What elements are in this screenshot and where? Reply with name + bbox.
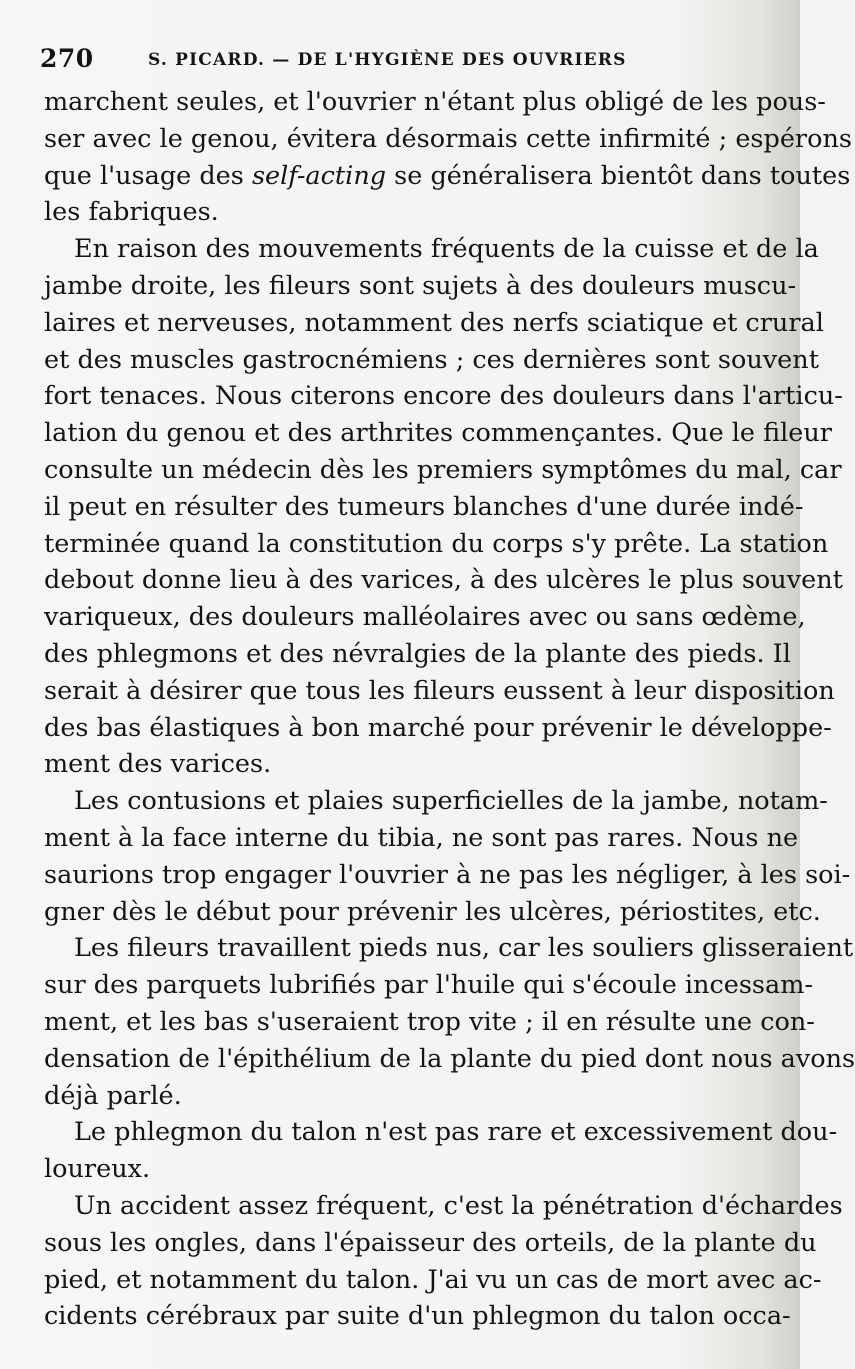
text-line: cidents cérébraux par suite d'un phlegmon du talon occa- (44, 1301, 791, 1332)
text-line: serait à désirer que tous les fileurs eussent à leur disposition (44, 675, 835, 706)
text-line: ment, et les bas s'useraient trop vite ; il en résulte une con- (44, 1006, 815, 1037)
text-line: des phlegmons et des névralgies de la plante des pieds. Il (44, 638, 791, 669)
text-line: variqueux, des douleurs malléolaires avec ou sans œdème, (44, 602, 806, 633)
text-fragment: que l'usage des (44, 160, 252, 191)
text-line: densation de l'épithélium de la plante du pied dont nous avons (44, 1043, 855, 1074)
text-line: Un accident assez fréquent, c'est la pénétration d'échardes (74, 1190, 843, 1221)
page-header (40, 44, 760, 80)
text-line: jambe droite, les fileurs sont sujets à des douleurs muscu- (44, 270, 797, 301)
text-line: laires et nerveuses, notamment des nerfs sciatique et crural (44, 307, 824, 338)
italic-term: self-acting (251, 160, 387, 191)
body-text (44, 84, 855, 1335)
text-line: et des muscles gastrocnémiens ; ces dernières sont souvent (44, 344, 819, 375)
text-line: lation du genou et des arthrites commençantes. Que le fileur (44, 418, 832, 449)
text-line: déjà parlé. (44, 1080, 182, 1111)
text-line: Les contusions et plaies superficielles de la jambe, notam- (74, 786, 828, 817)
text-line: En raison des mouvements fréquents de la cuisse et de la (74, 234, 819, 265)
text-line: marchent seules, et l'ouvrier n'étant plus obligé de les pous- (44, 87, 826, 117)
text-line: pied, et notamment du talon. J'ai vu un cas de mort avec ac- (44, 1264, 822, 1295)
text-line: sur des parquets lubrifiés par l'huile qui s'écoule incessam- (44, 970, 814, 1001)
running-head: S. PICARD. — DE L'HYGIÈNE DES OUVRIERS (148, 50, 627, 70)
text-line: fort tenaces. Nous citerons encore des douleurs dans l'articu- (44, 381, 843, 412)
text-line: sous les ongles, dans l'épaisseur des orteils, de la plante du (44, 1227, 817, 1258)
text-line: consulte un médecin dès les premiers symptômes du mal, car (44, 454, 842, 485)
text-fragment: se généralisera bientôt dans toutes (386, 160, 851, 191)
text-line: les fabriques. (44, 197, 219, 228)
text-line: Le phlegmon du talon n'est pas rare et excessivement dou- (74, 1117, 838, 1148)
text-line: terminée quand la constitution du corps s'y prête. La station (44, 528, 829, 559)
text-line: Les fileurs travaillent pieds nus, car les souliers glisseraient (74, 933, 854, 964)
text-line: ser avec le genou, évitera désormais cette infirmité ; espérons (44, 123, 852, 154)
text-line: debout donne lieu à des varices, à des ulcères le plus souvent (44, 565, 843, 596)
text-line: des bas élastiques à bon marché pour prévenir le développe- (44, 712, 832, 743)
text-line (44, 158, 851, 195)
text-line: ment des varices. (44, 749, 272, 780)
text-line: saurions trop engager l'ouvrier à ne pas les négliger, à les soi- (44, 859, 851, 890)
text-line: gner dès le début pour prévenir les ulcères, périostites, etc. (44, 896, 821, 927)
text-line: ment à la face interne du tibia, ne sont pas rares. Nous ne (44, 822, 799, 853)
page-number: 270 (40, 44, 94, 73)
text-line: il peut en résulter des tumeurs blanches d'une durée indé- (44, 491, 804, 522)
text-line: loureux. (44, 1154, 151, 1185)
